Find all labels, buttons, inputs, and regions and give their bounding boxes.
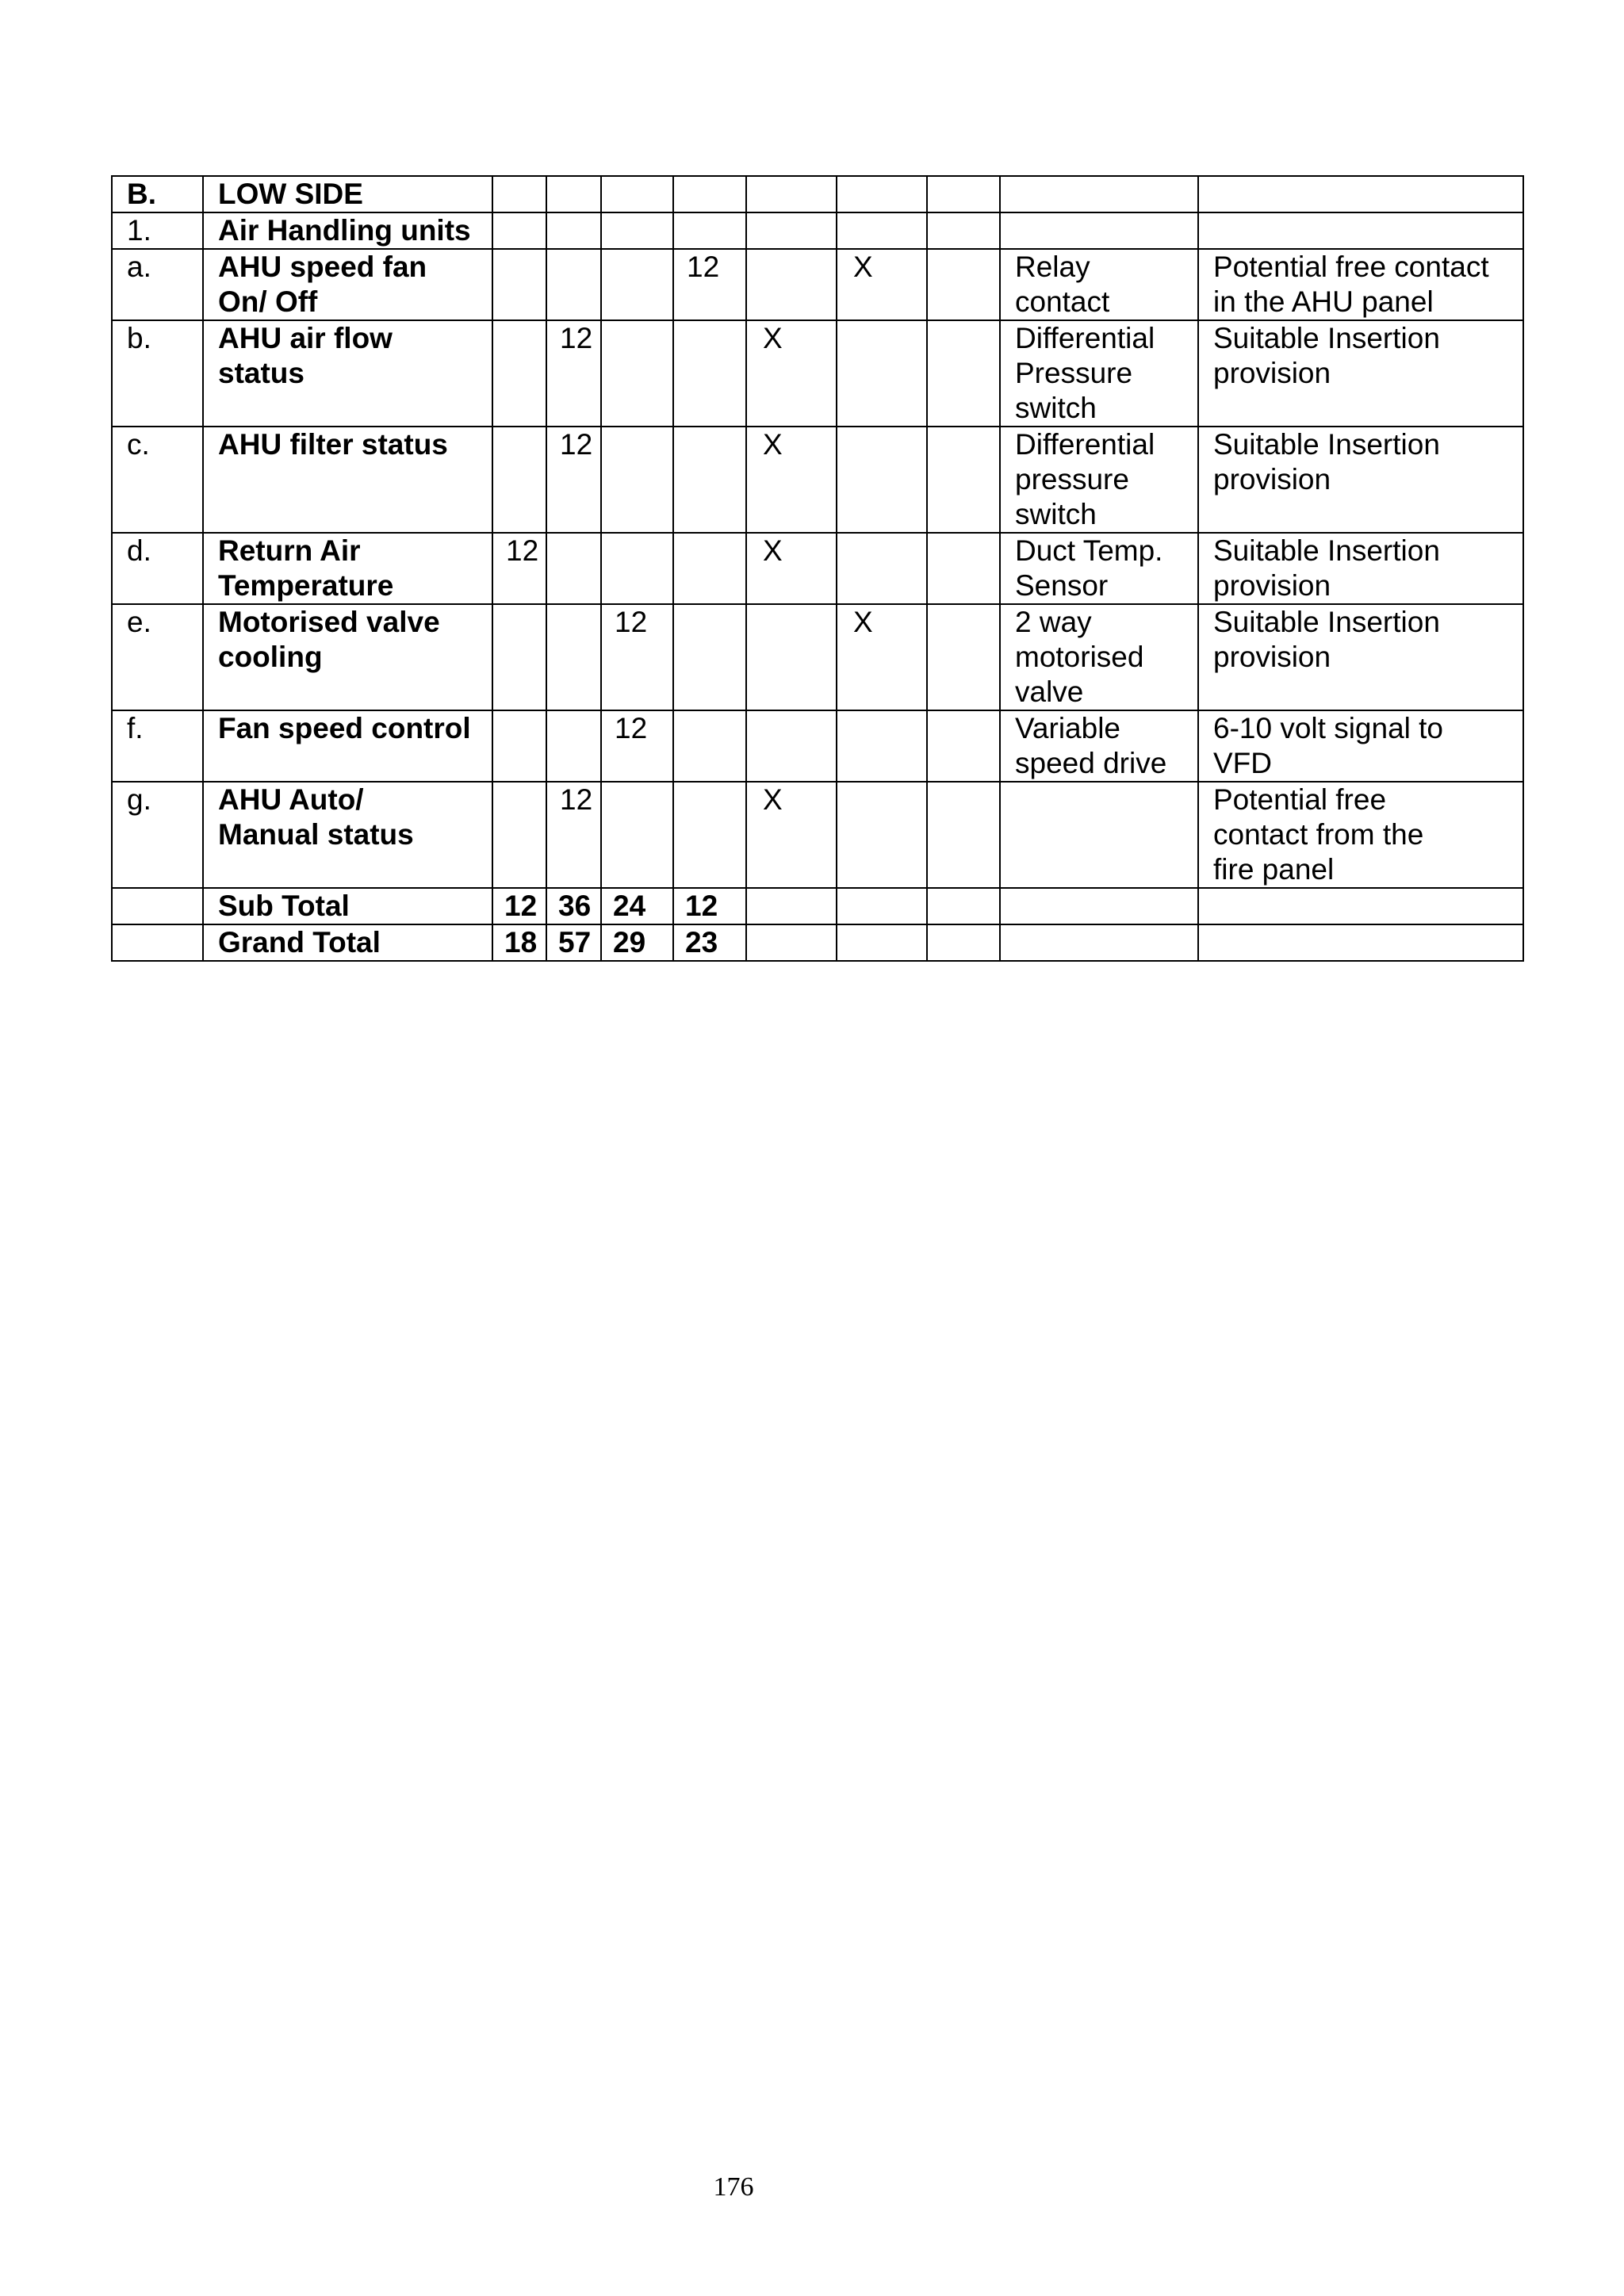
check-col-1-cell xyxy=(746,212,837,249)
item-number-cell: d. xyxy=(112,533,203,604)
remarks-cell xyxy=(1198,924,1523,961)
device-type-cell xyxy=(1000,176,1198,212)
count-col-4-cell xyxy=(673,533,746,604)
item-number-cell xyxy=(112,888,203,924)
check-col-1-cell: X xyxy=(746,427,837,533)
item-number-cell: c. xyxy=(112,427,203,533)
check-col-1-cell xyxy=(746,888,837,924)
item-number-cell: 1. xyxy=(112,212,203,249)
device-type-cell: Duct Temp. Sensor xyxy=(1000,533,1198,604)
remarks-cell xyxy=(1198,888,1523,924)
device-type-cell xyxy=(1000,924,1198,961)
description-cell: Motorised valve cooling xyxy=(203,604,492,710)
table-row xyxy=(112,533,1523,604)
count-col-4-cell xyxy=(673,427,746,533)
count-col-1-cell xyxy=(492,427,546,533)
device-type-cell: Differential pressure switch xyxy=(1000,427,1198,533)
device-type-cell xyxy=(1000,888,1198,924)
check-col-3-cell xyxy=(927,604,1000,710)
table-row xyxy=(112,176,1523,212)
table-row xyxy=(112,249,1523,320)
count-col-1-cell xyxy=(492,212,546,249)
device-type-cell: 2 way motorised valve xyxy=(1000,604,1198,710)
description-cell: LOW SIDE xyxy=(203,176,492,212)
count-col-2-cell: 12 xyxy=(546,782,601,888)
check-col-3-cell xyxy=(927,782,1000,888)
count-col-2-cell: 36 xyxy=(546,888,601,924)
check-col-2-cell xyxy=(837,710,927,782)
check-col-2-cell xyxy=(837,176,927,212)
count-col-4-cell: 23 xyxy=(673,924,746,961)
description-cell: Return Air Temperature xyxy=(203,533,492,604)
table-row xyxy=(112,427,1523,533)
description-cell: Fan speed control xyxy=(203,710,492,782)
check-col-3-cell xyxy=(927,924,1000,961)
check-col-3-cell xyxy=(927,249,1000,320)
count-col-1-cell xyxy=(492,320,546,427)
description-cell: Grand Total xyxy=(203,924,492,961)
description-cell: Air Handling units xyxy=(203,212,492,249)
check-col-2-cell xyxy=(837,427,927,533)
count-col-2-cell: 12 xyxy=(546,427,601,533)
check-col-2-cell: X xyxy=(837,604,927,710)
description-cell: AHU air flow status xyxy=(203,320,492,427)
check-col-3-cell xyxy=(927,320,1000,427)
check-col-2-cell xyxy=(837,533,927,604)
check-col-2-cell: X xyxy=(837,249,927,320)
check-col-3-cell xyxy=(927,710,1000,782)
table-row xyxy=(112,782,1523,888)
count-col-1-cell xyxy=(492,249,546,320)
count-col-2-cell xyxy=(546,533,601,604)
count-col-3-cell: 24 xyxy=(601,888,673,924)
page-number: 176 xyxy=(713,2172,754,2202)
check-col-1-cell xyxy=(746,176,837,212)
count-col-2-cell xyxy=(546,176,601,212)
count-col-1-cell xyxy=(492,604,546,710)
count-col-1-cell xyxy=(492,176,546,212)
check-col-1-cell xyxy=(746,249,837,320)
check-col-1-cell: X xyxy=(746,782,837,888)
count-col-4-cell: 12 xyxy=(673,249,746,320)
item-number-cell: f. xyxy=(112,710,203,782)
table-row xyxy=(112,888,1523,924)
description-cell: AHU filter status xyxy=(203,427,492,533)
count-col-3-cell: 12 xyxy=(601,710,673,782)
check-col-2-cell xyxy=(837,782,927,888)
count-col-4-cell xyxy=(673,710,746,782)
check-col-2-cell xyxy=(837,888,927,924)
description-cell: AHU Auto/ Manual status xyxy=(203,782,492,888)
device-type-cell xyxy=(1000,782,1198,888)
remarks-cell: Potential free contact in the AHU panel xyxy=(1198,249,1523,320)
count-col-3-cell xyxy=(601,533,673,604)
remarks-cell: Suitable Insertion provision xyxy=(1198,533,1523,604)
check-col-2-cell xyxy=(837,212,927,249)
table-body xyxy=(112,176,1523,961)
count-col-1-cell: 12 xyxy=(492,533,546,604)
count-col-2-cell: 57 xyxy=(546,924,601,961)
table-row xyxy=(112,710,1523,782)
check-col-3-cell xyxy=(927,888,1000,924)
item-number-cell xyxy=(112,924,203,961)
remarks-cell: Suitable Insertion provision xyxy=(1198,604,1523,710)
remarks-cell: Suitable Insertion provision xyxy=(1198,427,1523,533)
table-row xyxy=(112,212,1523,249)
check-col-3-cell xyxy=(927,176,1000,212)
count-col-3-cell xyxy=(601,176,673,212)
table-row xyxy=(112,320,1523,427)
remarks-cell: 6-10 volt signal to VFD xyxy=(1198,710,1523,782)
count-col-1-cell: 12 xyxy=(492,888,546,924)
check-col-2-cell xyxy=(837,320,927,427)
count-col-1-cell: 18 xyxy=(492,924,546,961)
count-col-4-cell xyxy=(673,176,746,212)
count-col-3-cell xyxy=(601,782,673,888)
check-col-3-cell xyxy=(927,212,1000,249)
count-col-4-cell xyxy=(673,604,746,710)
device-type-cell: Variable speed drive xyxy=(1000,710,1198,782)
count-col-3-cell xyxy=(601,427,673,533)
item-number-cell: e. xyxy=(112,604,203,710)
remarks-cell: Potential free contact from the fire panel xyxy=(1198,782,1523,888)
check-col-1-cell xyxy=(746,924,837,961)
check-col-1-cell xyxy=(746,604,837,710)
description-cell: Sub Total xyxy=(203,888,492,924)
count-col-2-cell xyxy=(546,604,601,710)
remarks-cell xyxy=(1198,176,1523,212)
remarks-cell: Suitable Insertion provision xyxy=(1198,320,1523,427)
count-col-1-cell xyxy=(492,782,546,888)
count-col-4-cell xyxy=(673,320,746,427)
count-col-3-cell: 29 xyxy=(601,924,673,961)
count-col-3-cell xyxy=(601,212,673,249)
check-col-3-cell xyxy=(927,533,1000,604)
count-col-2-cell xyxy=(546,212,601,249)
device-type-cell: Relay contact xyxy=(1000,249,1198,320)
item-number-cell: g. xyxy=(112,782,203,888)
item-number-cell: B. xyxy=(112,176,203,212)
count-col-2-cell xyxy=(546,249,601,320)
device-type-cell: Differential Pressure switch xyxy=(1000,320,1198,427)
check-col-1-cell xyxy=(746,710,837,782)
io-points-table xyxy=(111,175,1524,962)
count-col-4-cell xyxy=(673,782,746,888)
check-col-1-cell: X xyxy=(746,320,837,427)
count-col-4-cell: 12 xyxy=(673,888,746,924)
check-col-3-cell xyxy=(927,427,1000,533)
item-number-cell: a. xyxy=(112,249,203,320)
count-col-3-cell xyxy=(601,249,673,320)
count-col-2-cell xyxy=(546,710,601,782)
table-row xyxy=(112,924,1523,961)
count-col-2-cell: 12 xyxy=(546,320,601,427)
device-type-cell xyxy=(1000,212,1198,249)
count-col-1-cell xyxy=(492,710,546,782)
description-cell: AHU speed fan On/ Off xyxy=(203,249,492,320)
count-col-3-cell xyxy=(601,320,673,427)
table-row xyxy=(112,604,1523,710)
remarks-cell xyxy=(1198,212,1523,249)
item-number-cell: b. xyxy=(112,320,203,427)
count-col-3-cell: 12 xyxy=(601,604,673,710)
check-col-2-cell xyxy=(837,924,927,961)
check-col-1-cell: X xyxy=(746,533,837,604)
count-col-4-cell xyxy=(673,212,746,249)
